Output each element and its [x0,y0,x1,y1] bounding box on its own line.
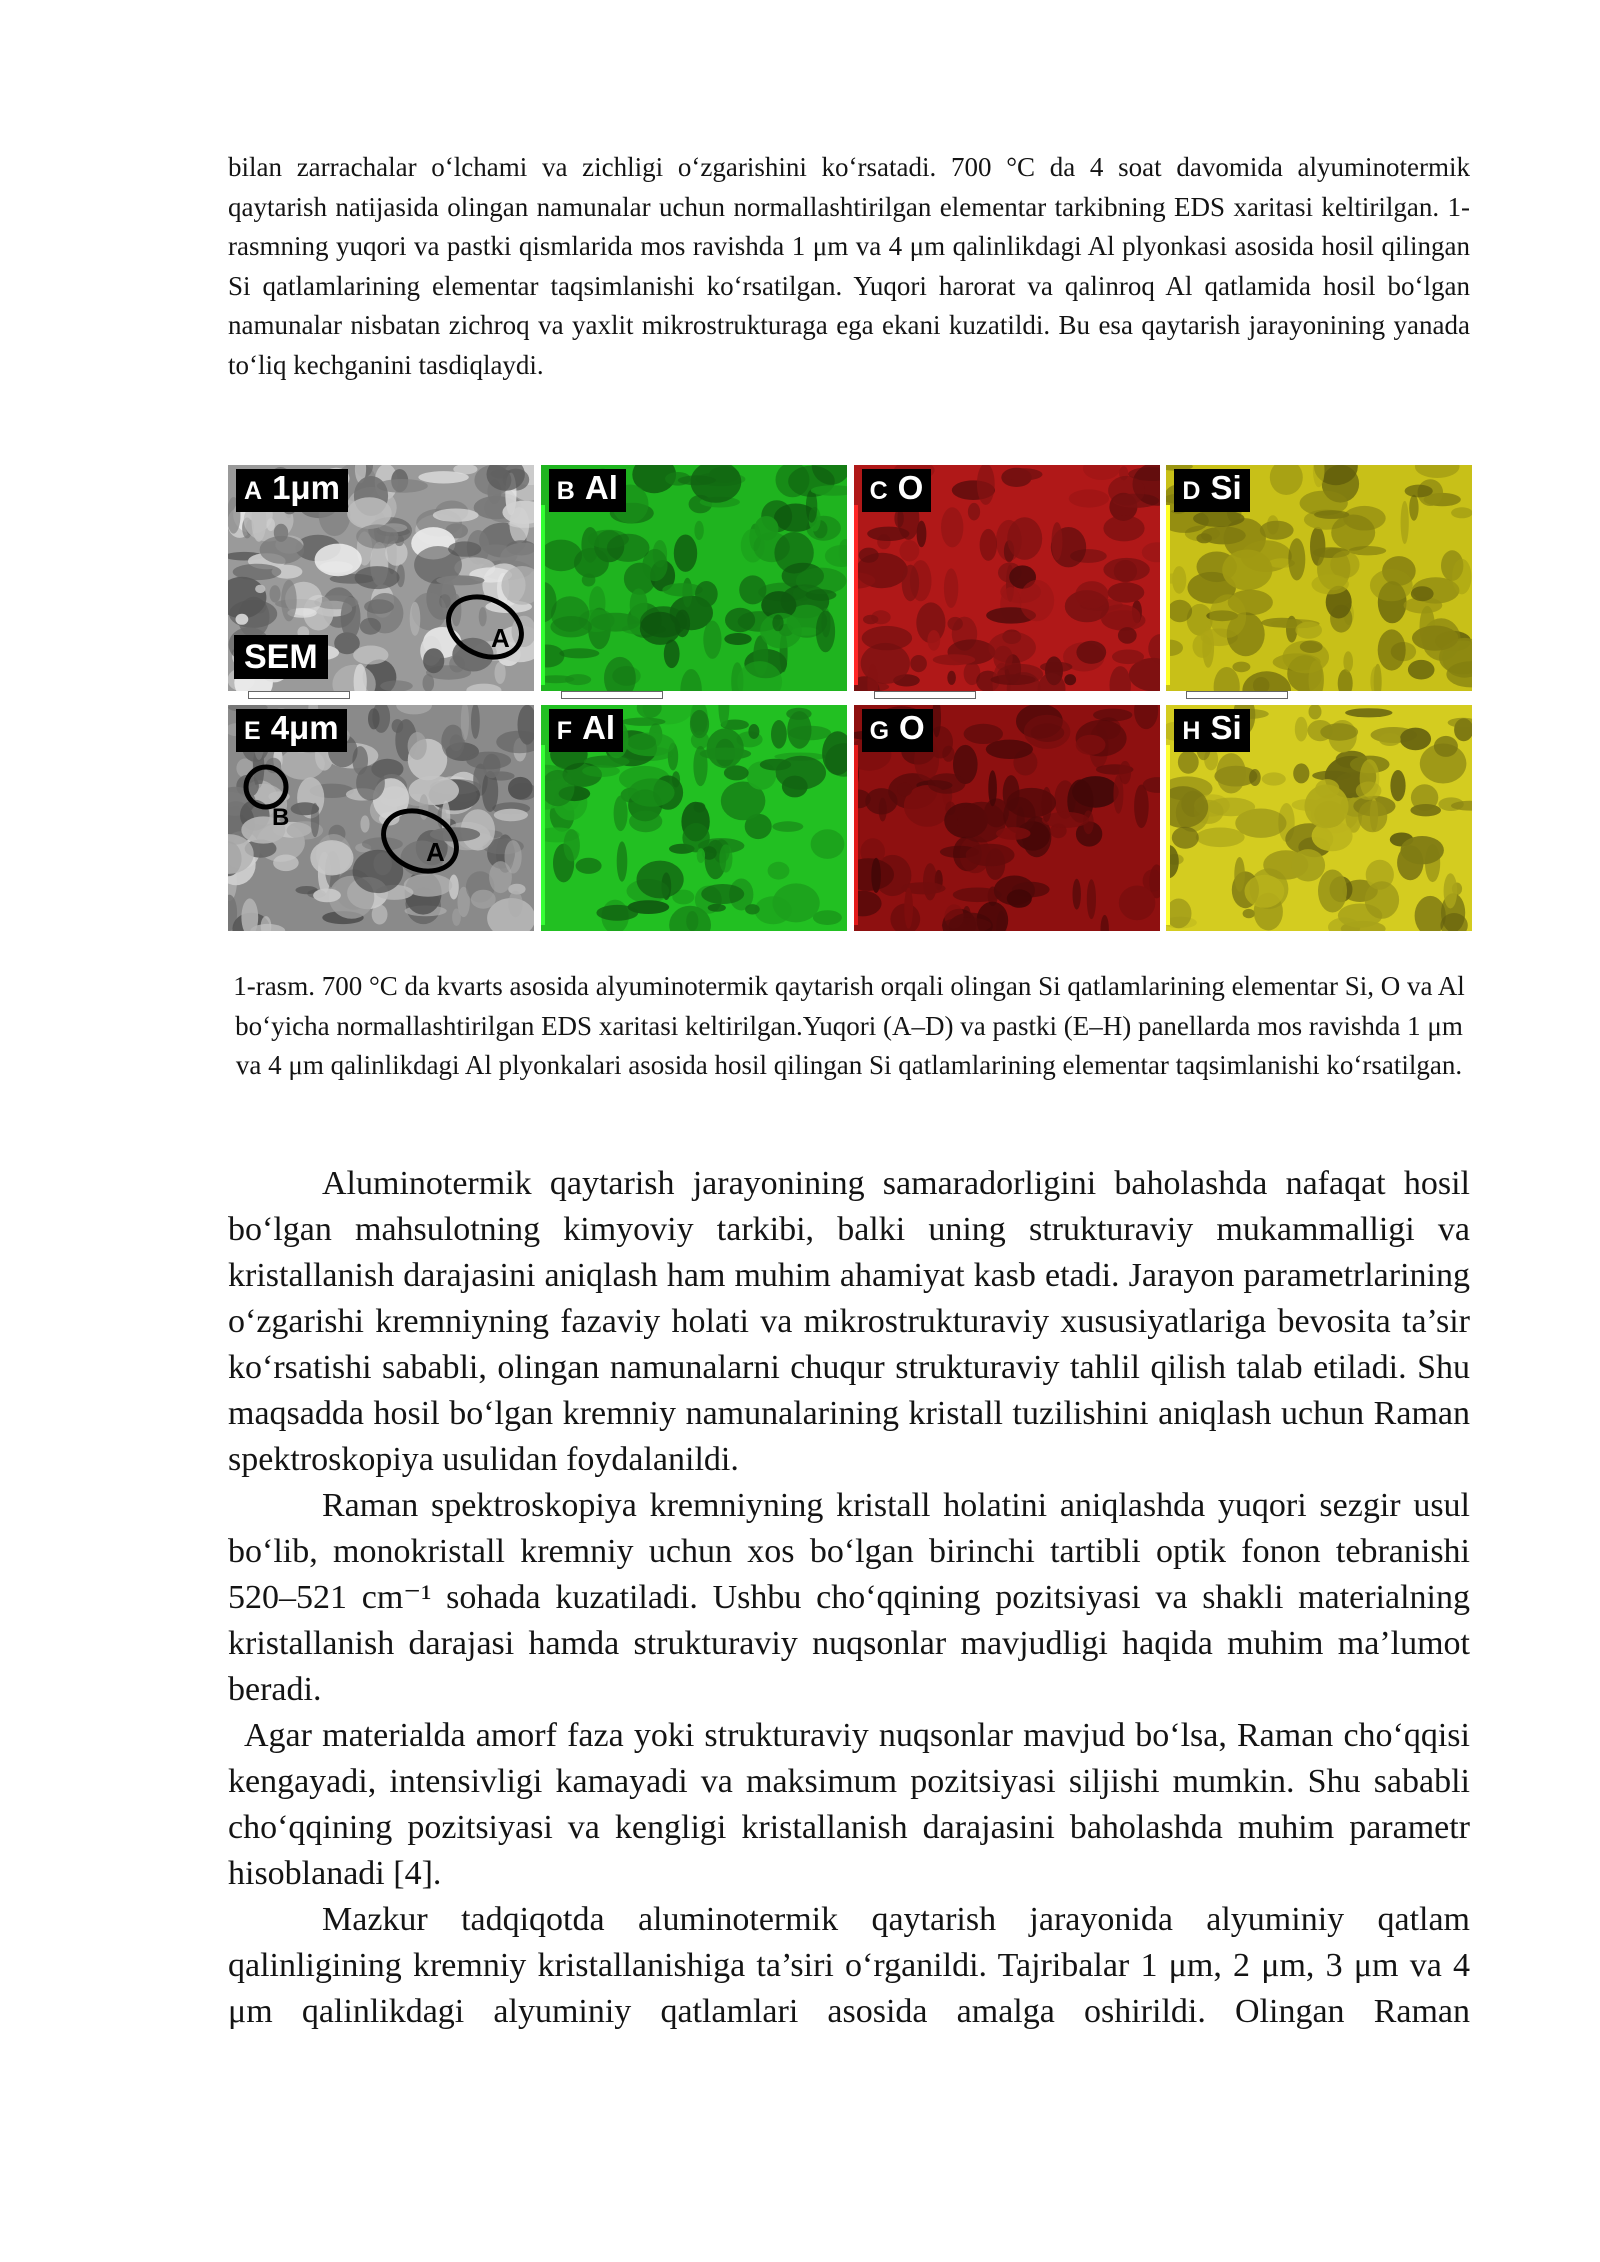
texture-blob [787,711,811,749]
texture-blob [806,490,817,523]
texture-blob [629,811,662,833]
texture-blob [575,858,601,874]
texture-blob [347,497,392,529]
texture-blob [1365,881,1399,919]
texture-blob [899,540,919,561]
texture-blob [311,803,319,837]
texture-blob [997,664,1043,684]
texture-blob [916,521,926,548]
texture-blob [941,507,963,547]
texture-blob [479,607,487,626]
texture-blob [1245,875,1285,908]
texture-blob [1019,580,1054,621]
texture-blob [466,752,511,770]
texture-blob [1356,782,1382,800]
texture-blob [691,731,709,749]
texture-blob [1068,489,1108,507]
texture-blob [1193,634,1212,658]
texture-blob [1072,879,1080,910]
texture-blob [1379,733,1401,746]
texture-blob [724,633,751,645]
texture-blob [356,524,398,548]
texture-blob [364,599,394,614]
texture-blob [774,532,813,574]
texture-blob [1223,550,1273,591]
texture-blob [1119,761,1131,784]
texture-blob [494,809,528,821]
texture-blob [1217,753,1247,793]
texture-blob [901,565,918,602]
texture-blob [233,564,282,580]
panel-label [549,709,623,752]
panel-label [862,709,933,752]
texture-blob [1210,594,1247,638]
texture-blob [550,616,592,637]
texture-blob [1318,870,1347,913]
texture-blob [904,888,913,929]
texture-blob [582,765,620,777]
texture-blob [1064,674,1076,685]
texture-blob [591,613,640,632]
texture-blob [1321,723,1359,740]
eds-panel-d [1166,465,1472,691]
eds-panel-a [228,465,534,691]
texture-blob [1006,889,1031,907]
panel-letter: F [556,717,573,745]
panel-label [862,469,932,512]
texture-blob [771,720,787,749]
texture-blob [313,889,341,903]
texture-blob [932,654,975,665]
texture-blob [985,740,1032,759]
texture-blob [541,540,582,572]
panel-element: O [897,469,924,506]
texture-blob [767,862,789,880]
texture-blob [703,621,721,659]
texture-blob [816,611,835,653]
texture-blob [1007,517,1042,560]
texture-blob [947,671,956,685]
panel-label [1174,469,1249,512]
texture-blob [621,718,665,726]
texture-blob [596,905,638,921]
texture-blob [1075,581,1108,609]
texture-blob [699,748,750,760]
texture-blob [1207,798,1255,817]
region-label-a: A [426,837,445,867]
texture-blob [1093,709,1132,722]
eds-panel-g [854,705,1160,931]
texture-blob [270,585,281,602]
texture-blob [1196,828,1245,848]
texture-blob [760,759,791,771]
texture-blob [695,581,718,607]
texture-blob [436,575,484,585]
panel-label [1174,709,1249,752]
texture-blob [452,909,461,926]
texture-blob [280,748,325,780]
texture-blob [433,509,479,522]
texture-blob [1172,827,1199,849]
intro-paragraph: bilan zarrachalar o‘lchami va zichligi o‘zgarishini ko‘rsatadi. 700 °C da 4 soat davomida alyuminotermik qaytarish natijasida olingan namunalar uchun normallashtirilgan elementar tarkibning EDS xaritasi keltirilgan. 1-rasmning yuqori va pastki qismlarida mos ravishda 1 μm va 4 μm qalinlikdagi Al plyonkasi asosida hosil qilingan Si qatlamlarining elementar taqsimlanishi ko‘rsatilgan. Yuqori harorat va qalinroq Al qatlamida hosil bo‘lgan namunalar nisbatan zichroq va yaxlit mikrostrukturaga ega ekani kuzatildi. Bu esa qaytarish jarayonining yanada to‘liq kechganini tasdiqlaydi. [228,152,1470,380]
eds-panel-c [854,465,1160,691]
texture-blob [1103,515,1144,541]
texture-blob [1289,538,1306,580]
texture-blob [360,815,369,832]
texture-blob [1118,886,1155,921]
texture-blob [871,858,881,893]
texture-blob [1401,501,1409,544]
texture-blob [867,527,909,541]
texture-blob [965,844,1014,867]
texture-blob [772,883,819,922]
texture-blob [281,580,297,622]
texture-blob [979,529,996,561]
texture-blob [1332,515,1376,551]
texture-blob [897,783,912,796]
texture-blob [613,796,627,832]
intro-text-block [228,148,1470,385]
panel-element: 4μm [270,709,339,746]
texture-blob [772,821,803,832]
texture-blob [236,614,249,625]
texture-blob [923,863,937,900]
panel-letter: C [869,477,888,505]
texture-blob [963,724,1002,744]
texture-blob [1168,600,1193,622]
texture-blob [696,848,704,863]
texture-blob [943,568,957,608]
texture-blob [910,655,927,672]
texture-blob [1023,715,1069,749]
texture-blob [1410,495,1419,521]
texture-blob [674,535,697,572]
texture-blob [471,890,496,909]
texture-blob [701,884,744,904]
scale-bar [248,691,350,699]
texture-blob [1051,522,1062,560]
texture-blob [410,602,421,636]
texture-blob [1411,586,1434,601]
texture-blob [559,648,599,658]
texture-blob [1295,717,1308,742]
texture-blob [707,904,725,912]
texture-blob [1391,770,1406,801]
texture-blob [976,465,994,505]
texture-blob [1107,582,1144,602]
texture-blob [739,575,766,604]
colorbar-edge [854,745,858,925]
panel-letter: B [556,477,575,505]
texture-blob [865,788,897,814]
texture-blob [616,841,627,881]
texture-blob [423,648,444,673]
body-paragraph-2: Raman spektroskopiya kremniyning kristall holatini aniqlashda yuqori sezgir usul bo‘lib, monokristall kremniy uchun xos bo‘lgan birinchi tartibli optik fonon tebranishi 520–521 cm⁻¹ sohada kuzatiladi. Ushbu cho‘qqining pozitsiyasi va shakli materialning kristallanish darajasi hamda strukturaviy nuqsonlar mavjudligi haqida muhim ma’lumot beradi. [228,1487,1470,1708]
texture-blob [607,534,650,562]
body-paragraph-1: Aluminotermik qaytarish jarayonining samaradorligini baholashda nafaqat hosil bo‘lgan mahsulotning kimyoviy tarkibi, balki uning strukturaviy mukammalligi va kristallanish darajasini aniqlash ham muhim ahamiyat kasb etadi. Jarayon parametrlarining o‘zgarishi kremniyning fazaviy holati va mikrostrukturaviy xususiyatlariga bevosita ta’sir ko‘rsatishi sababli, olingan namunalarni chuqur strukturaviy tahlil qilish talab etiladi. Shu maqsadda hosil bo‘lgan kremniy namunalarining kristall tuzilishini aniqlash uchun Raman spektroskopiya usulidan foydalanildi. [228,1165,1470,1478]
texture-blob [636,861,683,899]
panel-element: Al [584,469,618,506]
texture-blob [1412,626,1458,651]
texture-blob [563,829,579,861]
texture-blob [1408,660,1435,680]
eds-panel-e [228,705,534,931]
texture-blob [1452,559,1471,595]
panel-element: 1μm [272,469,340,506]
panel-label [236,469,348,512]
texture-blob [674,610,689,638]
texture-blob [1358,801,1387,833]
texture-blob [1086,879,1095,919]
texture-blob [861,626,911,650]
texture-blob [754,516,778,540]
texture-blob [1235,857,1246,892]
colorbar-edge [1166,745,1170,925]
texture-blob [686,911,698,931]
eds-map-figure [228,465,1470,931]
eds-panel-b [541,465,847,691]
texture-blob [1134,785,1149,829]
texture-blob [693,802,705,812]
texture-blob [640,612,681,645]
colorbar-edge [541,505,545,685]
texture-blob [813,910,842,925]
texture-blob [582,574,596,587]
texture-blob [1075,735,1105,755]
texture-blob [565,674,591,685]
texture-blob [1249,769,1261,786]
texture-blob [1420,744,1467,784]
scale-bar [1186,691,1288,699]
texture-blob [942,746,954,762]
texture-blob [273,855,299,872]
texture-blob [1411,804,1442,816]
sem-tag: SEM [234,635,328,679]
texture-blob [1401,836,1444,864]
texture-blob [1002,468,1042,480]
texture-blob [1451,507,1472,518]
texture-blob [1296,622,1323,639]
panel-element: Al [582,709,616,746]
panel-letter: G [869,717,890,745]
texture-blob [409,776,459,805]
texture-blob [1344,651,1354,672]
texture-blob [1108,476,1145,506]
texture-blob [368,708,380,729]
panel-letter: D [1182,477,1201,505]
texture-blob [1444,873,1458,908]
region-label-b: B [272,804,290,831]
texture-blob [810,829,844,859]
texture-blob [267,518,275,531]
texture-blob [694,521,703,540]
panel-element: Si [1210,469,1242,506]
texture-blob [772,615,783,632]
texture-blob [1083,810,1094,834]
texture-blob [1178,751,1199,774]
texture-blob [356,766,385,801]
texture-blob [1040,662,1072,672]
texture-blob [260,536,305,564]
body-text-block [228,1161,1470,2035]
texture-blob [1197,533,1213,543]
texture-blob [495,662,506,684]
texture-blob [360,618,381,635]
texture-blob [627,734,656,750]
texture-blob [1405,485,1433,498]
texture-blob [1331,551,1360,578]
eds-panel-f [541,705,847,931]
panel-label [549,469,626,512]
texture-blob [1117,627,1136,644]
texture-blob [508,777,533,800]
texture-blob [988,770,997,806]
colorbar-edge [854,505,858,685]
colorbar-edge [541,745,545,925]
figure-caption: 1-rasm. 700 °C da kvarts asosida alyuminotermik qaytarish orqali olingan Si qatlamlarining elementar Si, O va Al bo‘yicha normallashtirilgan EDS xaritasi keltirilgan.Yuqori (A–D) va pastki (E–H) panellarda mos ravishda 1 μm va 4 μm qalinlikdagi Al plyonkalari asosida hosil qilingan Si qatlamlarining elementar taqsimlanishi ko‘rsatilgan. [233,971,1465,1080]
texture-blob [1193,510,1244,527]
texture-blob [1103,558,1149,581]
panel-letter: E [244,717,261,745]
texture-blob [508,891,522,918]
texture-blob [745,904,760,914]
panel-element: O [899,709,925,746]
texture-blob [1041,787,1051,822]
texture-blob [748,724,759,739]
texture-blob [1305,785,1349,829]
texture-blob [541,770,575,806]
texture-blob [1400,728,1431,751]
texture-blob [1076,641,1106,664]
texture-blob [967,503,979,521]
texture-blob [628,778,674,806]
texture-blob [1291,849,1325,881]
texture-blob [355,566,400,589]
texture-blob [1312,574,1349,594]
texture-blob [1260,521,1294,540]
texture-blob [1233,662,1251,673]
texture-blob [1345,708,1392,717]
eds-panel-h [1166,705,1472,931]
texture-blob [392,719,404,733]
colorbar-edge [1166,505,1170,685]
panel-letter: A [244,477,263,505]
texture-blob [353,646,388,665]
texture-blob [255,585,265,593]
texture-blob [863,615,878,624]
texture-blob [805,589,836,600]
panel-letter: H [1182,717,1201,745]
texture-blob [1112,650,1144,665]
region-label-a: A [491,623,510,653]
texture-blob [310,840,353,875]
texture-blob [1370,569,1413,601]
texture-blob [1378,629,1406,670]
texture-blob [441,725,464,759]
texture-blob [1243,909,1255,918]
texture-blob [1300,640,1323,653]
texture-blob [947,617,962,631]
texture-blob [315,544,362,577]
scale-bar [874,691,976,699]
texture-blob [408,732,427,760]
texture-blob [927,630,940,651]
texture-blob [418,471,468,483]
panel-element: Si [1210,709,1242,746]
texture-blob [1294,763,1310,783]
texture-blob [505,840,522,873]
texture-blob [1262,772,1286,785]
texture-blob [719,844,732,872]
scale-bar [561,691,663,699]
body-paragraph-3: Agar materialda amorf faza yoki strukturaviy nuqsonlar mavjud bo‘lsa, Raman cho‘qqisi kengayadi, intensivligi kamayadi va maksimum pozitsiyasi siljishi mumkin. Shu sababli cho‘qqining pozitsiyasi va kengligi kristallanish darajasini baholashda muhim parametr hisoblanadi [4]. [228,1717,1470,1892]
panel-label [236,709,347,752]
body-paragraph-4: Mazkur tadqiqotda aluminotermik qaytarish jarayonida alyuminiy qatlam qalinligining kremniy kristallanishiga ta’siri o‘rganildi. Tajribalar 1 μm, 2 μm, 3 μm va 4 μm qalinlikdagi alyuminiy qatlamlari asosida amalga oshirildi. Olingan Raman [228,1901,1470,2030]
texture-blob [996,827,1031,840]
